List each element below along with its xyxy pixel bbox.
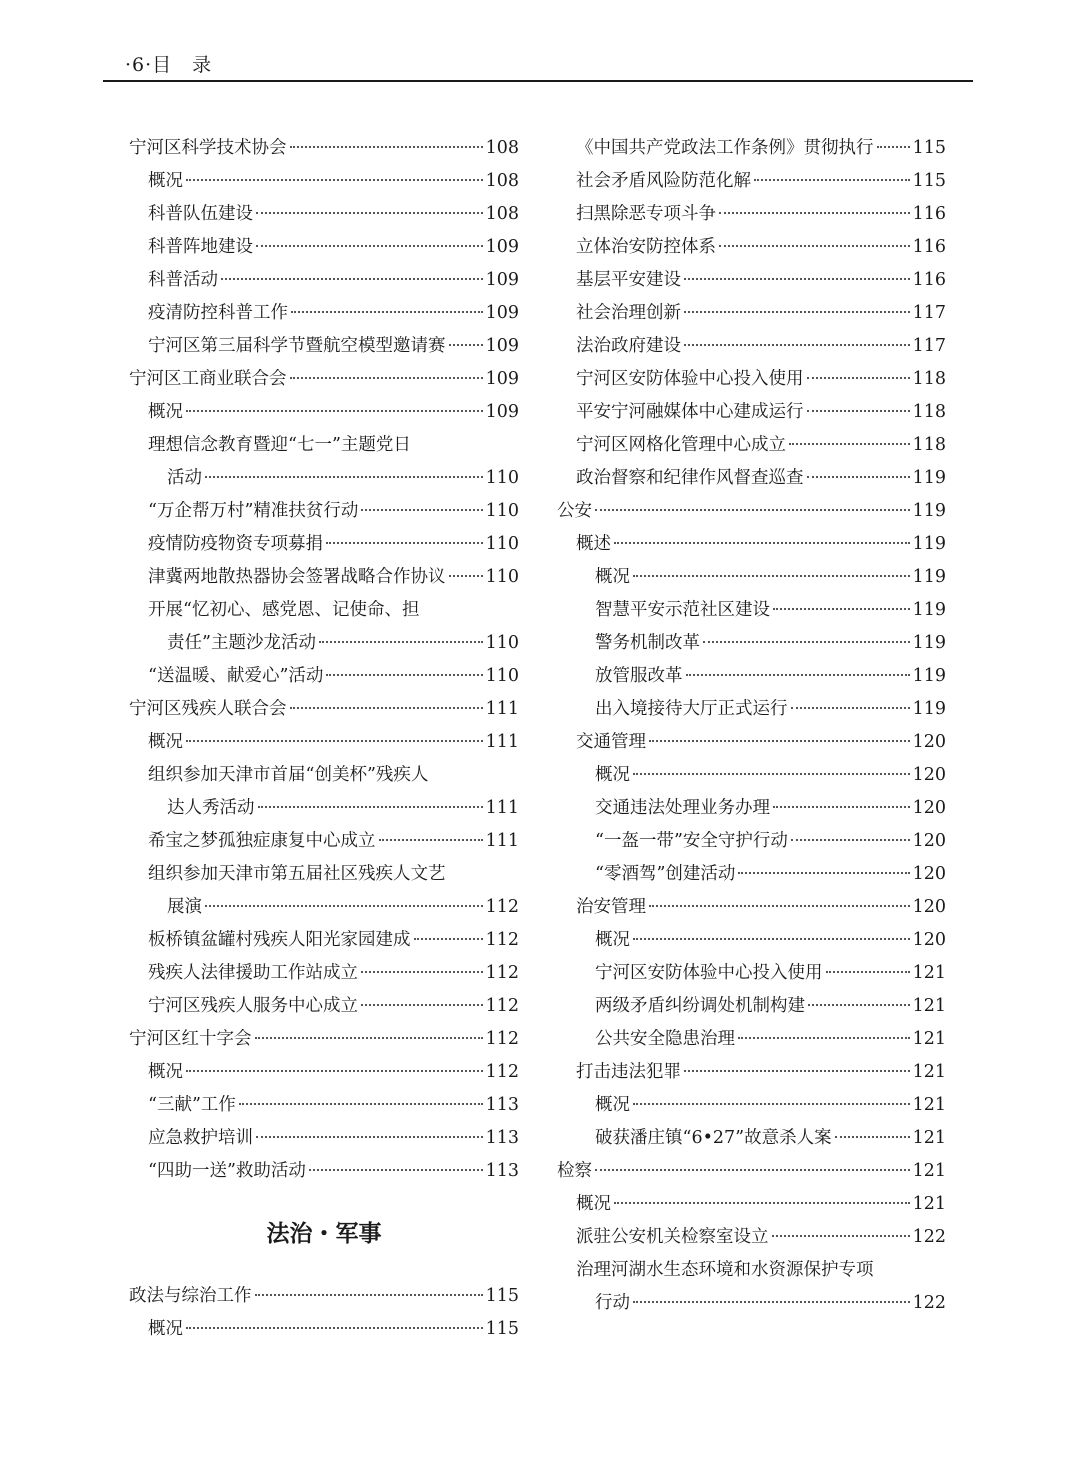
dot-leader bbox=[754, 179, 910, 181]
toc-entry bbox=[557, 660, 946, 693]
dot-leader bbox=[614, 1202, 910, 1204]
toc-entry-title: 行动 bbox=[595, 1293, 630, 1313]
toc-entry bbox=[129, 660, 519, 693]
toc-entry bbox=[557, 396, 946, 429]
toc-entry-title: “四助一送”救助活动 bbox=[148, 1161, 306, 1181]
toc-entry-title: 概述 bbox=[576, 534, 611, 554]
toc-entry-title: 概况 bbox=[148, 171, 183, 191]
toc-entry-title: 扫黑除恶专项斗争 bbox=[576, 204, 716, 224]
dot-leader bbox=[633, 773, 910, 775]
toc-entry-title: 疫清防控科普工作 bbox=[148, 303, 288, 323]
toc-entry-title: 组织参加天津市首届“创美杯”残疾人 bbox=[148, 765, 429, 785]
toc-entry-page: 115 bbox=[485, 1319, 519, 1339]
dot-leader bbox=[361, 971, 483, 973]
toc-entry bbox=[129, 858, 519, 891]
toc-entry-title: 概况 bbox=[595, 930, 630, 950]
toc-entry-page: 113 bbox=[485, 1095, 519, 1115]
toc-entry-page: 122 bbox=[912, 1293, 946, 1313]
dot-leader bbox=[789, 443, 910, 445]
toc-entry bbox=[129, 396, 519, 429]
toc-entry-page: 111 bbox=[485, 699, 519, 719]
dot-leader bbox=[449, 575, 483, 577]
toc-entry-title: 两级矛盾纠纷调处机制构建 bbox=[595, 996, 805, 1016]
dot-leader bbox=[614, 542, 910, 544]
toc-entry bbox=[557, 858, 946, 891]
dot-leader bbox=[791, 707, 910, 709]
toc-entry-title: 公共安全隐患治理 bbox=[595, 1029, 735, 1049]
toc-entry bbox=[557, 495, 946, 528]
toc-entry bbox=[129, 231, 519, 264]
toc-entry bbox=[557, 429, 946, 462]
toc-entry-page: 120 bbox=[912, 798, 946, 818]
dot-leader bbox=[255, 1037, 483, 1039]
toc-entry bbox=[129, 759, 519, 792]
dot-leader bbox=[221, 278, 483, 280]
dot-leader bbox=[256, 1136, 483, 1138]
toc-entry-title: 社会矛盾风险防范化解 bbox=[576, 171, 751, 191]
toc-entry-page: 117 bbox=[912, 336, 946, 356]
dot-leader bbox=[255, 1294, 483, 1296]
toc-entry bbox=[129, 792, 519, 825]
toc-entry-page: 108 bbox=[485, 204, 519, 224]
toc-entry-page: 110 bbox=[485, 666, 519, 686]
running-header: ·6·目 录 bbox=[125, 54, 213, 76]
toc-entry-title: 希宝之梦孤独症康复中心成立 bbox=[148, 831, 376, 851]
toc-entry-page: 120 bbox=[912, 897, 946, 917]
toc-entry-page: 115 bbox=[485, 1286, 519, 1306]
toc-entry bbox=[129, 264, 519, 297]
toc-entry bbox=[557, 693, 946, 726]
toc-entry bbox=[129, 330, 519, 363]
toc-entry-page: 120 bbox=[912, 732, 946, 752]
toc-left-list bbox=[129, 132, 519, 1188]
toc-entry bbox=[129, 1023, 519, 1056]
toc-entry-title: 组织参加天津市第五届社区残疾人文艺 bbox=[148, 864, 446, 884]
dot-leader bbox=[326, 674, 482, 676]
toc-entry-page: 112 bbox=[485, 996, 519, 1016]
toc-entry-page: 115 bbox=[912, 171, 946, 191]
toc-entry-title: “一盔一带”安全守护行动 bbox=[595, 831, 788, 851]
toc-entry bbox=[557, 132, 946, 165]
toc-entry-title: 检察 bbox=[557, 1161, 592, 1181]
toc-left-column bbox=[129, 132, 519, 1346]
toc-entry bbox=[557, 1056, 946, 1089]
toc-entry bbox=[557, 1122, 946, 1155]
toc-entry bbox=[557, 990, 946, 1023]
toc-entry-title: 破获潘庄镇“6•27”故意杀人案 bbox=[595, 1128, 832, 1148]
dot-leader bbox=[595, 1169, 910, 1171]
toc-entry-page: 115 bbox=[912, 138, 946, 158]
toc-entry bbox=[129, 957, 519, 990]
section-title: 法治・军事 bbox=[266, 1221, 382, 1247]
toc-entry-title: “零酒驾”创建活动 bbox=[595, 864, 736, 884]
toc-entry bbox=[557, 1254, 946, 1287]
dot-leader bbox=[309, 1169, 483, 1171]
toc-entry bbox=[557, 165, 946, 198]
toc-entry-page: 121 bbox=[912, 996, 946, 1016]
toc-entry bbox=[557, 957, 946, 990]
toc-entry-page: 112 bbox=[485, 930, 519, 950]
toc-entry-title: 社会治理创新 bbox=[576, 303, 681, 323]
dot-leader bbox=[684, 278, 910, 280]
dot-leader bbox=[686, 674, 910, 676]
toc-entry bbox=[129, 132, 519, 165]
toc-left-after-list bbox=[129, 1280, 519, 1346]
toc-entry bbox=[557, 561, 946, 594]
dot-leader bbox=[186, 1327, 483, 1329]
toc-entry-title: 板桥镇盆罐村残疾人阳光家园建成 bbox=[148, 930, 411, 950]
toc-entry-page: 111 bbox=[485, 732, 519, 752]
toc-entry bbox=[129, 528, 519, 561]
toc-entry-page: 110 bbox=[485, 567, 519, 587]
dot-leader bbox=[205, 476, 483, 478]
toc-entry-title: 治安管理 bbox=[576, 897, 646, 917]
toc-entry bbox=[129, 1155, 519, 1188]
toc-entry-title: 宁河区第三届科学节暨航空模型邀请赛 bbox=[148, 336, 446, 356]
dot-leader bbox=[772, 1235, 910, 1237]
toc-entry bbox=[557, 825, 946, 858]
toc-entry-page: 120 bbox=[912, 930, 946, 950]
toc-entry-title: 概况 bbox=[148, 1062, 183, 1082]
toc-entry-page: 119 bbox=[912, 534, 946, 554]
toc-entry-page: 113 bbox=[485, 1161, 519, 1181]
dot-leader bbox=[808, 1004, 910, 1006]
dot-leader bbox=[835, 1136, 910, 1138]
header-rule bbox=[103, 80, 973, 82]
toc-entry-title: 宁河区红十字会 bbox=[129, 1029, 252, 1049]
toc-entry-title: 理想信念教育暨迎“七一”主题党日 bbox=[148, 435, 411, 455]
toc-entry-title: 放管服改革 bbox=[595, 666, 683, 686]
toc-entry bbox=[129, 1089, 519, 1122]
toc-entry-page: 121 bbox=[912, 1194, 946, 1214]
toc-entry-title: 宁河区安防体验中心投入使用 bbox=[576, 369, 804, 389]
toc-entry-page: 120 bbox=[912, 831, 946, 851]
toc-entry-title: 宁河区残疾人联合会 bbox=[129, 699, 287, 719]
toc-right-column bbox=[557, 132, 946, 1320]
toc-entry-title: 活动 bbox=[167, 468, 202, 488]
toc-entry bbox=[129, 1122, 519, 1155]
toc-entry-title: 宁河区安防体验中心投入使用 bbox=[595, 963, 823, 983]
dot-leader bbox=[239, 1103, 483, 1105]
dot-leader bbox=[738, 1037, 910, 1039]
toc-entry-page: 113 bbox=[485, 1128, 519, 1148]
toc-entry-page: 119 bbox=[912, 468, 946, 488]
dot-leader bbox=[379, 839, 483, 841]
toc-entry-title: 打击违法犯罪 bbox=[576, 1062, 681, 1082]
toc-entry-page: 117 bbox=[912, 303, 946, 323]
toc-entry-page: 109 bbox=[485, 237, 519, 257]
dot-leader bbox=[633, 1301, 910, 1303]
dot-leader bbox=[649, 905, 910, 907]
dot-leader bbox=[256, 245, 483, 247]
toc-entry-page: 118 bbox=[912, 369, 946, 389]
dot-leader bbox=[773, 608, 910, 610]
toc-entry bbox=[129, 627, 519, 660]
toc-entry-title: 出入境接待大厅正式运行 bbox=[595, 699, 788, 719]
toc-entry bbox=[129, 891, 519, 924]
toc-entry-page: 110 bbox=[485, 534, 519, 554]
toc-entry-page: 121 bbox=[912, 1128, 946, 1148]
toc-entry-page: 112 bbox=[485, 963, 519, 983]
toc-entry-page: 116 bbox=[912, 237, 946, 257]
toc-entry-page: 119 bbox=[912, 567, 946, 587]
toc-entry-page: 121 bbox=[912, 1029, 946, 1049]
toc-entry-title: 派驻公安机关检察室设立 bbox=[576, 1227, 769, 1247]
toc-entry bbox=[129, 693, 519, 726]
dot-leader bbox=[877, 146, 910, 148]
toc-entry-title: 交通违法处理业务办理 bbox=[595, 798, 770, 818]
toc-entry-page: 108 bbox=[485, 138, 519, 158]
dot-leader bbox=[414, 938, 483, 940]
toc-entry-page: 121 bbox=[912, 1161, 946, 1181]
toc-entry-page: 109 bbox=[485, 336, 519, 356]
toc-entry-page: 118 bbox=[912, 402, 946, 422]
dot-leader bbox=[773, 806, 910, 808]
toc-entry-page: 109 bbox=[485, 303, 519, 323]
dot-leader bbox=[361, 509, 482, 511]
toc-entry bbox=[129, 924, 519, 957]
toc-entry-page: 122 bbox=[912, 1227, 946, 1247]
dot-leader bbox=[595, 509, 910, 511]
toc-entry-page: 119 bbox=[912, 666, 946, 686]
toc-entry bbox=[129, 429, 519, 462]
toc-entry-title: 政法与综治工作 bbox=[129, 1286, 252, 1306]
toc-entry bbox=[557, 1023, 946, 1056]
dot-leader bbox=[807, 377, 910, 379]
toc-entry-title: 概况 bbox=[148, 402, 183, 422]
toc-entry-title: 津冀两地散热器协会签署战略合作协议 bbox=[148, 567, 446, 587]
toc-entry-title: 科普活动 bbox=[148, 270, 218, 290]
toc-entry bbox=[129, 363, 519, 396]
toc-entry-title: 公安 bbox=[557, 501, 592, 521]
toc-entry bbox=[557, 792, 946, 825]
toc-entry-title: 概况 bbox=[595, 765, 630, 785]
toc-entry-title: 责任”主题沙龙活动 bbox=[167, 633, 316, 653]
dot-leader bbox=[205, 905, 483, 907]
toc-entry-page: 120 bbox=[912, 864, 946, 884]
toc-entry-page: 112 bbox=[485, 897, 519, 917]
dot-leader bbox=[186, 179, 483, 181]
toc-entry-title: “送温暖、献爱心”活动 bbox=[148, 666, 324, 686]
toc-entry-title: 开展“忆初心、感党恩、记使命、担 bbox=[148, 600, 420, 620]
toc-entry-title: 概况 bbox=[576, 1194, 611, 1214]
toc-entry-title: 《中国共产党政法工作条例》贯彻执行 bbox=[576, 138, 874, 158]
toc-entry-title: 立体治安防控体系 bbox=[576, 237, 716, 257]
toc-entry-title: 达人秀活动 bbox=[167, 798, 255, 818]
toc-entry-title: 基层平安建设 bbox=[576, 270, 681, 290]
dot-leader bbox=[290, 707, 483, 709]
toc-entry-page: 119 bbox=[912, 501, 946, 521]
toc-entry-title: 概况 bbox=[595, 1095, 630, 1115]
toc-entry bbox=[129, 726, 519, 759]
toc-entry-page: 110 bbox=[485, 468, 519, 488]
toc-entry-page: 111 bbox=[485, 798, 519, 818]
toc-entry-page: 112 bbox=[485, 1062, 519, 1082]
toc-entry bbox=[129, 462, 519, 495]
toc-entry-page: 118 bbox=[912, 435, 946, 455]
toc-entry bbox=[557, 330, 946, 363]
toc-entry-title: 宁河区网格化管理中心成立 bbox=[576, 435, 786, 455]
toc-entry bbox=[557, 726, 946, 759]
dot-leader bbox=[256, 212, 483, 214]
dot-leader bbox=[807, 476, 910, 478]
dot-leader bbox=[258, 806, 483, 808]
toc-entry-page: 119 bbox=[912, 699, 946, 719]
toc-entry-title: 应急救护培训 bbox=[148, 1128, 253, 1148]
toc-entry bbox=[557, 924, 946, 957]
dot-leader bbox=[290, 377, 483, 379]
toc-right-list bbox=[557, 132, 946, 1320]
toc-entry bbox=[557, 462, 946, 495]
toc-entry bbox=[557, 627, 946, 660]
toc-entry-page: 116 bbox=[912, 270, 946, 290]
toc-entry-title: 宁河区科学技术协会 bbox=[129, 138, 287, 158]
toc-entry bbox=[557, 363, 946, 396]
toc-entry-page: 109 bbox=[485, 402, 519, 422]
dot-leader bbox=[719, 245, 910, 247]
toc-entry bbox=[557, 891, 946, 924]
toc-entry bbox=[557, 1287, 946, 1320]
toc-entry bbox=[129, 297, 519, 330]
dot-leader bbox=[319, 641, 483, 643]
dot-leader bbox=[290, 146, 483, 148]
dot-leader bbox=[807, 410, 910, 412]
toc-entry bbox=[557, 1155, 946, 1188]
toc-entry bbox=[129, 495, 519, 528]
toc-entry-page: 121 bbox=[912, 963, 946, 983]
toc-entry-page: 119 bbox=[912, 633, 946, 653]
toc-entry bbox=[557, 231, 946, 264]
toc-entry bbox=[129, 594, 519, 627]
dot-leader bbox=[826, 971, 910, 973]
toc-entry bbox=[129, 1056, 519, 1089]
toc-entry-title: 政治督察和纪律作风督查巡查 bbox=[576, 468, 804, 488]
toc-entry-page: 108 bbox=[485, 171, 519, 191]
dot-leader bbox=[633, 1103, 910, 1105]
toc-entry-page: 121 bbox=[912, 1095, 946, 1115]
toc-entry-title: 疫情防疫物资专项募捐 bbox=[148, 534, 323, 554]
toc-entry-page: 110 bbox=[485, 501, 519, 521]
toc-entry-title: 宁河区残疾人服务中心成立 bbox=[148, 996, 358, 1016]
toc-entry-page: 121 bbox=[912, 1062, 946, 1082]
dot-leader bbox=[719, 212, 910, 214]
dot-leader bbox=[684, 1070, 910, 1072]
dot-leader bbox=[449, 344, 483, 346]
toc-entry bbox=[557, 297, 946, 330]
toc-entry bbox=[557, 1188, 946, 1221]
dot-leader bbox=[633, 575, 910, 577]
toc-entry-title: 展演 bbox=[167, 897, 202, 917]
dot-leader bbox=[186, 410, 483, 412]
toc-entry-page: 116 bbox=[912, 204, 946, 224]
toc-entry-title: 科普队伍建设 bbox=[148, 204, 253, 224]
toc-entry-page: 112 bbox=[485, 1029, 519, 1049]
dot-leader bbox=[186, 1070, 483, 1072]
toc-entry bbox=[129, 165, 519, 198]
toc-entry-title: 科普阵地建设 bbox=[148, 237, 253, 257]
dot-leader bbox=[186, 740, 483, 742]
toc-entry-title: 法治政府建设 bbox=[576, 336, 681, 356]
dot-leader bbox=[684, 311, 910, 313]
dot-leader bbox=[791, 839, 910, 841]
toc-entry bbox=[557, 528, 946, 561]
toc-entry-title: 智慧平安示范社区建设 bbox=[595, 600, 770, 620]
toc-entry-page: 119 bbox=[912, 600, 946, 620]
toc-entry-page: 110 bbox=[485, 633, 519, 653]
toc-entry bbox=[129, 561, 519, 594]
toc-entry bbox=[129, 1313, 519, 1346]
dot-leader bbox=[291, 311, 483, 313]
toc-entry bbox=[557, 198, 946, 231]
toc-entry-title: 交通管理 bbox=[576, 732, 646, 752]
dot-leader bbox=[361, 1004, 483, 1006]
toc-entry-title: 警务机制改革 bbox=[595, 633, 700, 653]
dot-leader bbox=[633, 938, 910, 940]
toc-entry-title: 概况 bbox=[595, 567, 630, 587]
dot-leader bbox=[703, 641, 910, 643]
toc-entry bbox=[557, 594, 946, 627]
toc-entry bbox=[129, 1280, 519, 1313]
toc-entry-title: 残疾人法律援助工作站成立 bbox=[148, 963, 358, 983]
dot-leader bbox=[649, 740, 910, 742]
toc-entry-page: 109 bbox=[485, 270, 519, 290]
toc-entry-page: 111 bbox=[485, 831, 519, 851]
toc-entry-title: 平安宁河融媒体中心建成运行 bbox=[576, 402, 804, 422]
toc-entry-title: “三献”工作 bbox=[148, 1095, 236, 1115]
toc-entry-title: 概况 bbox=[148, 732, 183, 752]
toc-entry bbox=[557, 264, 946, 297]
dot-leader bbox=[326, 542, 483, 544]
toc-entry bbox=[557, 759, 946, 792]
toc-entry-title: 宁河区工商业联合会 bbox=[129, 369, 287, 389]
toc-entry bbox=[557, 1221, 946, 1254]
dot-leader bbox=[738, 872, 909, 874]
toc-entry bbox=[129, 825, 519, 858]
dot-leader bbox=[684, 344, 910, 346]
toc-entry-page: 109 bbox=[485, 369, 519, 389]
toc-entry-page: 120 bbox=[912, 765, 946, 785]
toc-entry-title: 概况 bbox=[148, 1319, 183, 1339]
toc-entry bbox=[129, 198, 519, 231]
toc-entry bbox=[129, 990, 519, 1023]
toc-entry-title: “万企帮万村”精准扶贫行动 bbox=[148, 501, 359, 521]
toc-entry bbox=[557, 1089, 946, 1122]
toc-entry-title: 治理河湖水生态环境和水资源保护专项 bbox=[576, 1260, 874, 1280]
